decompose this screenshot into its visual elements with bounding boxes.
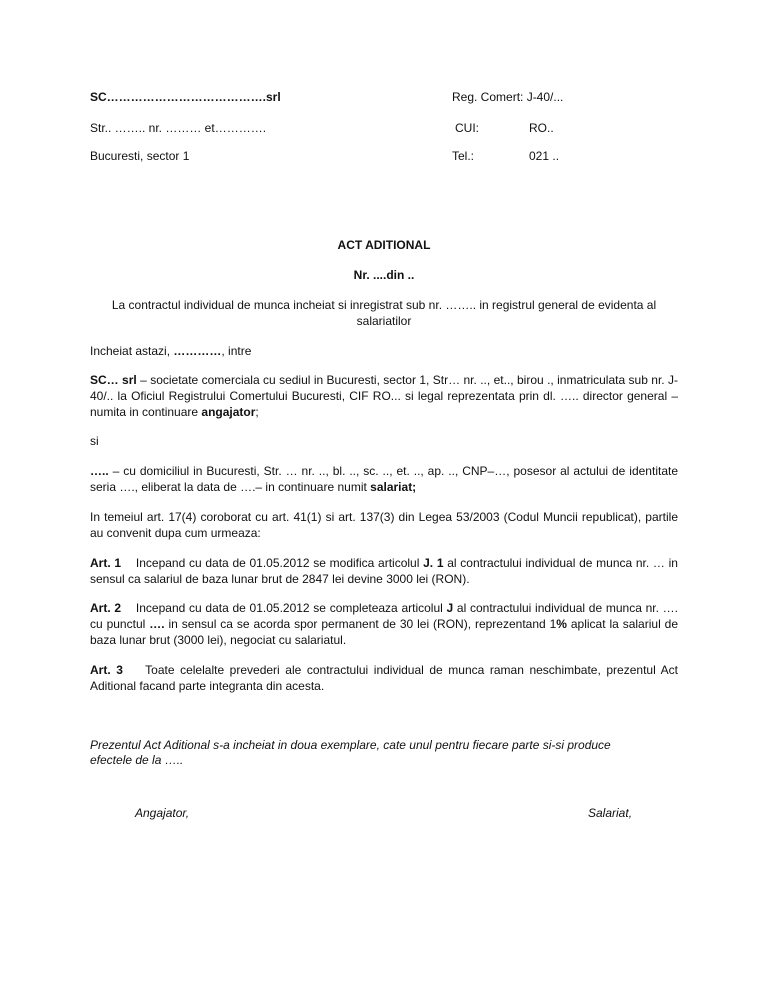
article-1 [90, 555, 678, 587]
article-2-ref: J [446, 601, 454, 615]
article-2-label: Art. 2 [90, 601, 122, 615]
concluded-date-blank: ………… [173, 344, 222, 358]
employee-role: salariat; [370, 480, 417, 494]
employee-paragraph [90, 463, 678, 495]
cui-value: RO.. [529, 121, 554, 135]
employer-end: ; [255, 405, 259, 419]
employer-paragraph [90, 372, 678, 420]
concluded-prefix: Incheiat astazi, [90, 344, 174, 358]
closing-statement: Prezentul Act Aditional s-a incheiat in doua exemplare, cate unul pentru fiecare parte si-si produce efectele de la ….. [90, 738, 611, 767]
article-2-point: …. [149, 617, 165, 631]
article-2-text-c: in sensul ca se acorda spor permanent de 30 lei (RON), reprezentand 1 [164, 617, 557, 631]
document-number: Nr. ....din .. [353, 268, 415, 282]
employer-name: SC… srl [90, 373, 137, 387]
employer-role: angajator [201, 405, 256, 419]
document-title: ACT ADITIONAL [337, 238, 431, 252]
article-2-text-b: al contractului individual de munca nr. …. cu punctul [90, 601, 678, 631]
legal-basis-paragraph: In temeiul art. 17(4) coroborat cu art. 41(1) si art. 137(3) din Legea 53/2003 (Codul Muncii republicat), partile au convenit dupa cum urmeaza: [90, 510, 678, 540]
article-2-text-d: aplicat la salariul de baza lunar brut (3000 lei), negociat cu salariatul. [90, 617, 678, 647]
reg-comert: Reg. Comert: J-40/... [452, 90, 564, 104]
employee-name: ….. [90, 464, 109, 478]
article-1-text-a: Incepand cu data de 01.05.2012 se modifica articolul [135, 556, 424, 570]
article-2-percent: % [556, 617, 567, 631]
employer-text: – societate comerciala cu sediul in Bucuresti, sector 1, Str… nr. .., et.., birou ., inmatriculata sub nr. J-40/.. la Oficiul Registrului Comertului Bucuresti, CIF RO... si legal reprezentata prin dl. ….. director general – numita in continuare [90, 373, 679, 419]
article-3-label: Art. 3 [90, 663, 123, 677]
employee-text: – cu domiciliul in Bucuresti, Str. … nr. .., bl. .., sc. .., et. .., ap. .., CNP–…, posesor al actului de identitate seria …., eliberat la data de ….– in continuare numit [90, 464, 678, 494]
employee-signature-label: Salariat, [588, 806, 633, 820]
article-1-label: Art. 1 [90, 556, 122, 570]
article-3-text: Toate celelalte prevederi ale contractului individual de munca raman neschimbate, prezentul Act Aditional facand parte integranta din acesta. [90, 663, 678, 693]
company-city: Bucuresti, sector 1 [90, 149, 190, 163]
intro-text: La contractul individual de munca incheiat si inregistrat sub nr. …….. in registrul general de evidenta al salariatilor [111, 298, 657, 328]
employer-signature-label: Angajator, [135, 806, 190, 820]
conjunction-si: si [90, 434, 99, 448]
concluded-suffix: , intre [221, 344, 252, 358]
cui-label: CUI: [455, 121, 479, 135]
article-2 [90, 600, 678, 648]
article-1-ref: J. 1 [423, 556, 444, 570]
article-2-text-a: Incepand cu data de 01.05.2012 se completeaza articolul [135, 601, 447, 615]
company-street: Str.. …….. nr. ……… et…………. [90, 121, 267, 135]
concluded-line [90, 344, 251, 358]
tel-label: Tel.: [452, 149, 475, 163]
article-3 [90, 662, 678, 694]
tel-value: 021 .. [529, 149, 560, 163]
article-1-text-b: al contractului individual de munca nr. … in sensul ca salariul de baza lunar brut de 2847 lei devine 3000 lei (RON). [90, 556, 678, 586]
company-name: SC………………………………….srl [90, 90, 281, 104]
